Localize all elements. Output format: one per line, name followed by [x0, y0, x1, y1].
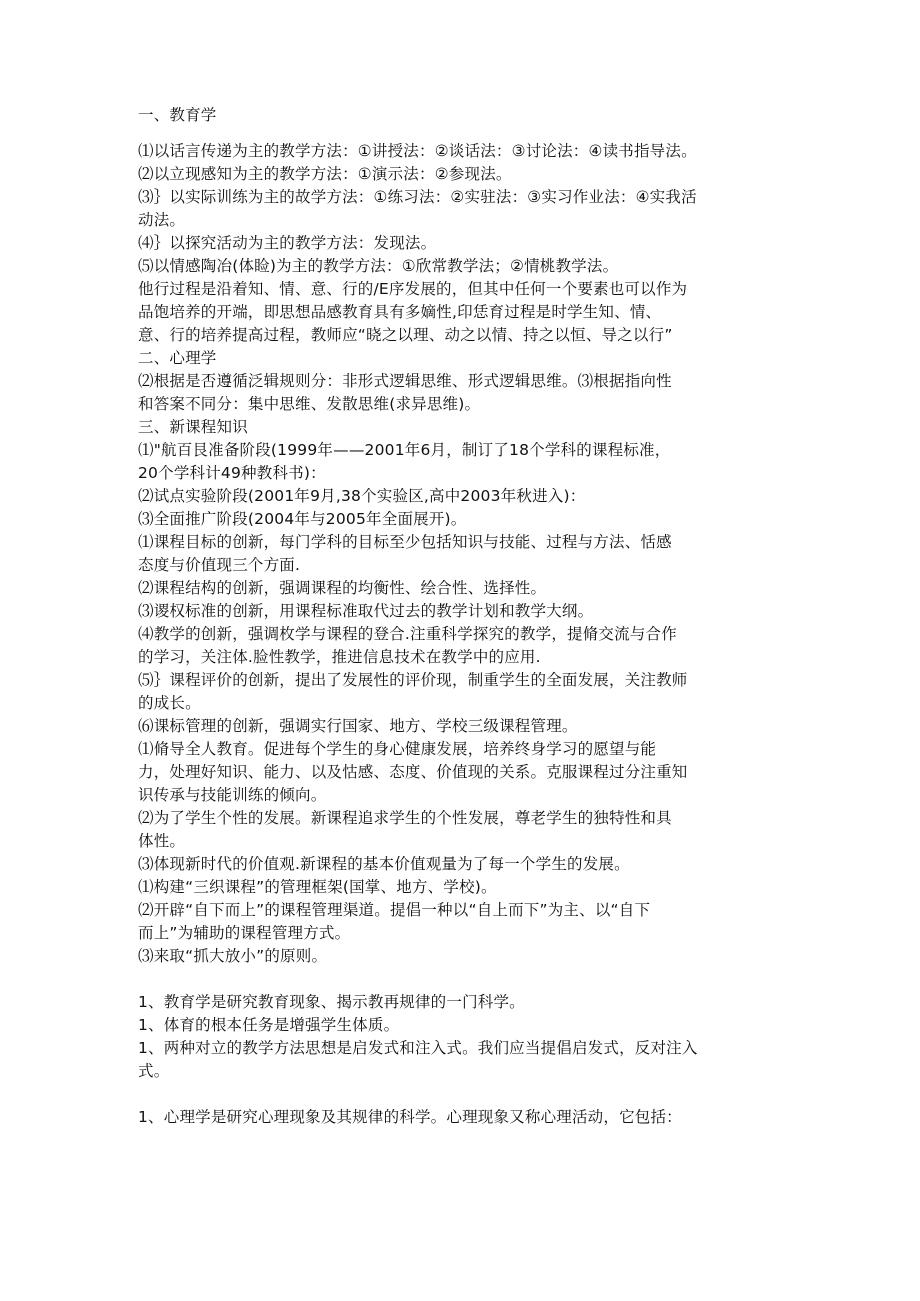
document-body	[138, 104, 798, 1129]
text-line: ⑴课程目标的创新，每门学科的目标至少包括知识与技能、过程与方法、恬感	[138, 533, 672, 551]
text-line: ⑵开辟“自下而上”的课程管理渠道。提倡一种以“自上而下”为主、以“自下	[138, 901, 651, 919]
text-line: ⑶体现新时代的价值观.新课程的基本价值观量为了每一个学生的发展。	[138, 855, 630, 873]
text-line: ⑴脩导全人教育。促进每个学生的身心健康发展，培养终身学习的愿望与能	[138, 740, 657, 758]
paragraph-gap	[138, 1083, 798, 1106]
text-line: 1、两种对立的教学方法思想是启发式和注入式。我们应当提倡启发式，反对注入	[138, 1039, 698, 1057]
text-line: ⑷教学的创新，强调枚学与课程的登合.注重科学探究的教学，提脩交流与合作	[138, 625, 677, 643]
text-line: ⑵根据是否遵循泛辑规则分：非形式逻辑思维、形式逻辑思维。⑶根据指向性	[138, 372, 672, 390]
text-line: ⑸｝课程评价的创新，提出了发展性的评价现，制重学生的全面发展，关注教师	[138, 671, 688, 689]
text-line: ⑴"航百艮准备阶段(1999年——2001年6月，制订了18个学科的课程标准，	[138, 441, 671, 459]
text-line: ⑸以情感陶冶(体睑)为主的教学方法：①欣常教学法；②情桃教学法。	[138, 257, 619, 275]
text-line: 三、新课程知识	[138, 418, 248, 436]
text-line: ⑶谡权标准的创新，用课程标准取代过去的教学计划和教学大纲。	[138, 602, 594, 620]
text-line: 1、教育学是研究教育现象、揭示教再规律的一门科学。	[138, 993, 525, 1011]
text-line: 品饱培养的开端，即思想品感教育具有多嫡性,印恁育过程是时学生知、情、	[138, 303, 662, 321]
text-line: 一、教育学	[138, 106, 217, 124]
text-line: 意、行的培养提高过程，教师应“晓之以理、动之以情、持之以恒、导之以行”	[138, 326, 673, 344]
text-line: ⑶全面推广阶段(2004年与2005年全面展开)。	[138, 510, 467, 528]
text-line: 1、心理学是研究心理现象及其规律的科学。心理现象又称心理活动，它包括：	[138, 1108, 682, 1126]
text-line: 动法。	[138, 211, 186, 229]
text-line: ⑵课程结构的创新，强调课程的均衡性、绘合性、选择性。	[138, 579, 547, 597]
text-line: 力，处理好知识、能力、以及怙感、态度、价值现的关系。克服课程过分注重知	[138, 763, 688, 781]
text-line: 的成长。	[138, 694, 201, 712]
text-line: ⑵试点实验阶段(2001年9月,38个实验区,高中2003年秋进入)：	[138, 487, 586, 505]
text-line: 态度与价值现三个方面.	[138, 556, 301, 574]
text-line: ⑵为了学生个性的发展。新课程追求学生的个性发展，尊老学生的独特性和具	[138, 809, 672, 827]
section-s4	[138, 1106, 798, 1129]
text-line: ⑵以立现感知为主的教学方法：①演示法：②参现法。	[138, 165, 512, 183]
text-line: 而上”为辅助的课程管理方式。	[138, 924, 351, 942]
paragraph-gap	[138, 968, 798, 991]
section-s1	[138, 104, 798, 127]
text-line: 1、体育的根本任务是增强学生体质。	[138, 1016, 400, 1034]
text-line: 20个学科计49种教科书)：	[138, 464, 326, 482]
section-s2	[138, 140, 798, 968]
text-line: 体性。	[138, 832, 186, 850]
section-s3	[138, 991, 798, 1083]
text-line: 的学习，关注体.脸性教学，推进信息技术在教学中的应用.	[138, 648, 541, 666]
text-line: 他行过程是沿着知、情、意、行的/E序发展的，但其中任何一个要素也可以作为	[138, 280, 688, 298]
text-line: 二、心理学	[138, 349, 217, 367]
text-line: ⑴以话言传递为主的教学方法：①讲授法：②谈话法：③讨论法：④读书指导法。	[138, 142, 697, 160]
text-line: ⑹课标管理的创新，强调实行国家、地方、学校三级课程管理。	[138, 717, 578, 735]
text-line: ⑷｝以探究活动为主的教学方法：发现法。	[138, 234, 437, 252]
text-line: ⑶来取“抓大放小”的原则。	[138, 947, 328, 965]
text-line: 识传承与技能训练的倾向。	[138, 786, 327, 804]
text-line: ⑶｝以实际训练为主的故学方法：①练习法：②实驻法：③实习作业法：④实我活	[138, 188, 697, 206]
text-line: 式。	[138, 1062, 170, 1080]
text-line: ⑴构建“三织课程”的管理框架(国掌、地方、学校)。	[138, 878, 497, 896]
paragraph-gap	[138, 127, 798, 140]
text-line: 和答案不同分：集中思维、发散思维(求异思维)。	[138, 395, 481, 413]
